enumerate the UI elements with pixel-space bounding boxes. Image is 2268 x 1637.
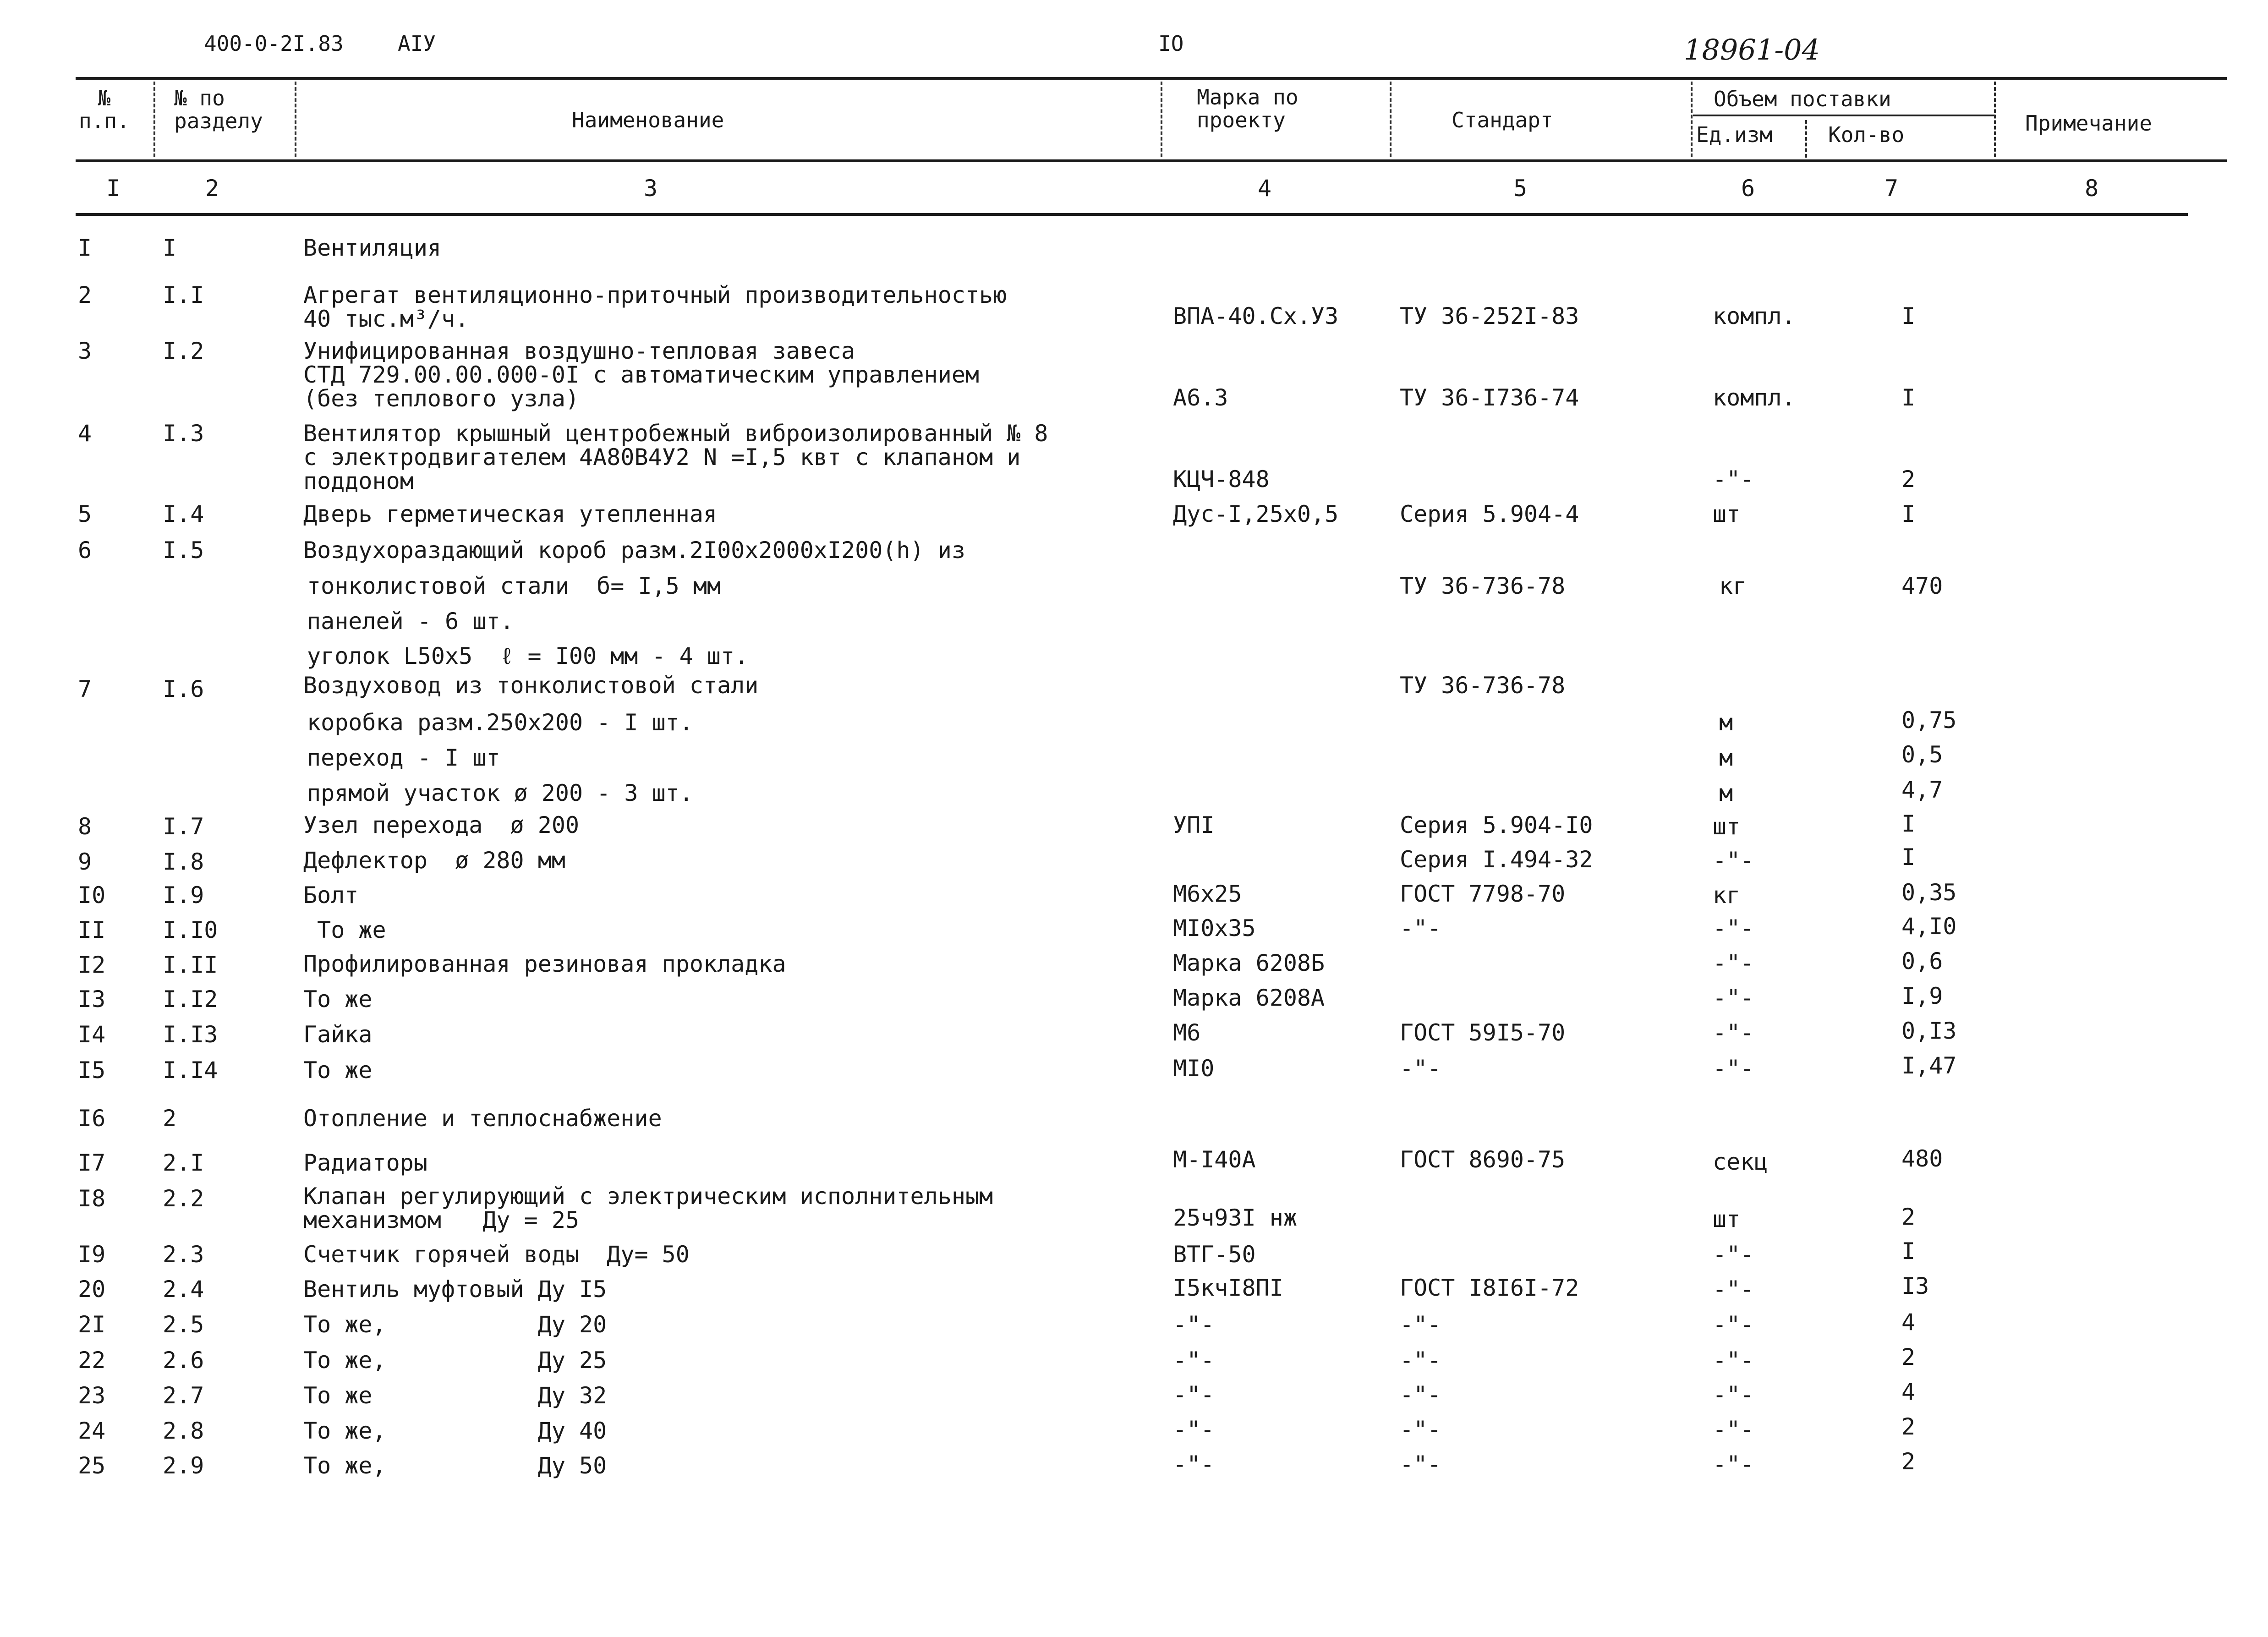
cell-standard: -"-: [1400, 1381, 1441, 1408]
cell-unit: -"-: [1713, 466, 1754, 493]
cell-index: I8: [78, 1185, 106, 1212]
cell-qty: I3: [1901, 1273, 1929, 1299]
cell-index: I2: [78, 952, 106, 978]
cell-section: I.3: [163, 420, 204, 447]
cell-unit: шт: [1713, 813, 1741, 840]
cell-section: 2.5: [163, 1311, 204, 1338]
cell-index: 3: [78, 338, 92, 364]
cell-index: 23: [78, 1382, 106, 1409]
cell-section: 2.I: [163, 1150, 204, 1176]
cell-unit: -"-: [1713, 985, 1754, 1011]
col-header-note: Примечание: [2025, 111, 2152, 136]
cell-standard: -"-: [1400, 1311, 1441, 1338]
cell-section: 2: [163, 1105, 177, 1132]
cell-name-continuation: тонколистовой стали б= I,5 мм: [307, 573, 721, 599]
section-code: АIУ: [398, 31, 436, 56]
cell-name: Унифицированная воздушно-тепловая завеса СТД 729.00.00.000-0I с автоматическим управлением (без теплового узла): [303, 338, 980, 412]
cell-standard: -"-: [1400, 1055, 1441, 1082]
col-separator-1: [153, 82, 155, 157]
cell-unit: шт: [1713, 1206, 1741, 1232]
cell-index: II: [78, 917, 106, 943]
cell-mark: Дус-I,25х0,5: [1173, 501, 1339, 527]
cell-name-continuation: панелей - 6 шт.: [307, 608, 514, 635]
cell-qty: I: [1901, 501, 1916, 527]
cell-index: I4: [78, 1021, 106, 1048]
cell-index: 2: [78, 282, 92, 308]
cell-mark: УПI: [1173, 812, 1215, 838]
cell-section: I.I2: [163, 986, 218, 1013]
cell-unit: кг: [1719, 573, 1747, 599]
cell-index: I6: [78, 1105, 106, 1132]
cell-section: I.6: [163, 676, 204, 702]
cell-qty: 2: [1901, 1448, 1916, 1475]
cell-name: Дефлектор ø 280 мм: [303, 847, 565, 874]
cell-unit: м: [1719, 780, 1733, 806]
cell-name: Воздухораздающий короб разм.2I00х2000хI200(h) из: [303, 537, 965, 564]
cell-qty: 2: [1901, 1204, 1916, 1230]
cell-section: I.9: [163, 882, 204, 909]
header-bottom-rule: [76, 159, 2227, 162]
cell-unit: -"-: [1713, 1451, 1754, 1478]
cell-standard: ТУ 36-736-78: [1400, 573, 1566, 599]
cell-name: Болт: [303, 882, 359, 909]
cell-index: I5: [78, 1057, 106, 1084]
cell-unit: -"-: [1713, 1347, 1754, 1374]
col-header-group: Объем поставки: [1714, 87, 1891, 111]
cell-qty: 0,35: [1901, 879, 1957, 906]
cell-unit: -"-: [1713, 1311, 1754, 1338]
col-header-standard: Стандарт: [1452, 108, 1553, 132]
col-separator-6: [1805, 120, 1807, 158]
cell-unit: компл.: [1713, 384, 1796, 411]
cell-section: I.I0: [163, 917, 218, 943]
document-code: 400-0-2I.83: [204, 31, 344, 56]
cell-index: 20: [78, 1276, 106, 1303]
cell-mark: I5кчI8ПI: [1173, 1275, 1283, 1301]
col-separator-5: [1691, 82, 1693, 157]
cell-standard: Серия 5.904-4: [1400, 501, 1579, 527]
cell-name: То же Ду 32: [303, 1382, 607, 1409]
table-top-rule: [76, 77, 2227, 80]
cell-mark: М6: [1173, 1019, 1201, 1046]
cell-mark: -"-: [1173, 1416, 1215, 1443]
page-number: IO: [1158, 31, 1184, 56]
cell-qty: 0,I3: [1901, 1018, 1957, 1044]
col-number-7: 7: [1885, 175, 1899, 202]
cell-name-continuation: коробка разм.250х200 - I шт.: [307, 709, 693, 736]
cell-section: I.7: [163, 813, 204, 840]
cell-name: То же, Ду 50: [303, 1452, 607, 1479]
col-number-1: I: [106, 175, 121, 202]
cell-name: То же: [303, 917, 386, 943]
col-header-mark: Марка по проекту: [1197, 85, 1298, 132]
col-header-qty: Кол-во: [1828, 122, 1905, 147]
group-header-rule: [1693, 115, 1995, 116]
cell-name: То же: [303, 1057, 373, 1084]
cell-qty: I: [1901, 810, 1916, 837]
cell-section: I.I3: [163, 1021, 218, 1048]
cell-index: 8: [78, 813, 92, 840]
cell-name: Профилированная резиновая прокладка: [303, 951, 786, 977]
cell-section: 2.8: [163, 1418, 204, 1444]
cell-unit: м: [1719, 745, 1733, 771]
cell-standard: ГОСТ 8690-75: [1400, 1146, 1566, 1173]
cell-name: То же, Ду 20: [303, 1311, 607, 1338]
cell-name: Воздуховод из тонколистовой стали: [303, 672, 759, 699]
cell-index: 22: [78, 1347, 106, 1374]
cell-index: 7: [78, 676, 92, 702]
cell-standard: ГОСТ 59I5-70: [1400, 1019, 1566, 1046]
cell-name: Отопление и теплоснабжение: [303, 1105, 662, 1132]
cell-index: 25: [78, 1452, 106, 1479]
cell-mark: МI0: [1173, 1055, 1215, 1082]
cell-mark: КЦЧ-848: [1173, 466, 1270, 493]
cell-mark: ВПА-40.Сх.УЗ: [1173, 303, 1339, 329]
cell-standard: ГОСТ 7798-70: [1400, 881, 1566, 907]
cell-mark: А6.3: [1173, 384, 1228, 411]
cell-standard: Серия I.494-32: [1400, 846, 1593, 873]
cell-section: 2.4: [163, 1276, 204, 1303]
cell-name: Клапан регулирующий с электрическим исполнительным механизмом Ду = 25: [303, 1183, 993, 1233]
cell-standard: -"-: [1400, 1416, 1441, 1443]
cell-unit: -"-: [1713, 1019, 1754, 1046]
cell-index: 24: [78, 1418, 106, 1444]
col-separator-3: [1161, 82, 1162, 157]
col-header-name: Наименование: [572, 108, 724, 132]
col-number-6: 6: [1741, 175, 1755, 202]
cell-unit: м: [1719, 709, 1733, 736]
cell-index: 5: [78, 501, 92, 527]
cell-qty: 0,75: [1901, 707, 1957, 734]
cell-unit: секц: [1713, 1149, 1768, 1175]
cell-mark: ВТГ-50: [1173, 1241, 1256, 1268]
cell-unit: -"-: [1713, 1241, 1754, 1268]
cell-index: I: [78, 235, 92, 261]
cell-index: 2I: [78, 1311, 106, 1338]
cell-standard: ТУ 36-252I-83: [1400, 303, 1579, 329]
cell-name: Радиаторы: [303, 1150, 427, 1176]
cell-mark: М-I40А: [1173, 1146, 1256, 1173]
cell-standard: -"-: [1400, 915, 1441, 942]
cell-mark: -"-: [1173, 1451, 1215, 1478]
cell-name: То же, Ду 40: [303, 1418, 607, 1444]
cell-standard: -"-: [1400, 1347, 1441, 1374]
cell-qty: 0,6: [1901, 948, 1943, 975]
cell-unit: компл.: [1713, 303, 1796, 329]
cell-standard: ТУ 36-736-78: [1400, 672, 1566, 699]
col-separator-4: [1390, 82, 1391, 157]
col-header-section: № по разделу: [174, 86, 263, 133]
cell-name: Узел перехода ø 200: [303, 812, 580, 838]
cell-section: I.I: [163, 282, 204, 308]
cell-mark: Марка 6208Б: [1173, 950, 1325, 976]
cell-index: 4: [78, 420, 92, 447]
cell-qty: I: [1901, 1238, 1916, 1265]
cell-qty: 2: [1901, 1413, 1916, 1440]
col-number-2: 2: [205, 175, 219, 202]
cell-name-continuation: прямой участок ø 200 - 3 шт.: [307, 780, 693, 806]
cell-qty: 2: [1901, 1344, 1916, 1370]
cell-name: Вентиляция: [303, 235, 442, 261]
cell-mark: МI0х35: [1173, 915, 1256, 942]
cell-section: 2.3: [163, 1241, 204, 1268]
cell-name: То же, Ду 25: [303, 1347, 607, 1374]
cell-name: Дверь герметическая утепленная: [303, 501, 718, 527]
cell-name: Вентиль муфтовый Ду I5: [303, 1276, 607, 1303]
cell-mark: -"-: [1173, 1347, 1215, 1374]
cell-standard: -"-: [1400, 1451, 1441, 1478]
cell-unit: -"-: [1713, 1416, 1754, 1443]
cell-section: 2.2: [163, 1185, 204, 1212]
cell-qty: 4: [1901, 1309, 1916, 1336]
cell-qty: I: [1901, 384, 1916, 411]
cell-index: I0: [78, 882, 106, 909]
cell-index: I7: [78, 1150, 106, 1176]
cell-qty: 0,5: [1901, 741, 1943, 768]
cell-unit: кг: [1713, 882, 1741, 909]
cell-section: I.4: [163, 501, 204, 527]
cell-qty: 4,I0: [1901, 913, 1957, 940]
cell-mark: -"-: [1173, 1311, 1215, 1338]
cell-index: I3: [78, 986, 106, 1013]
cell-section: 2.7: [163, 1382, 204, 1409]
cell-qty: 2: [1901, 466, 1916, 493]
cell-section: I: [163, 235, 177, 261]
cell-standard: ГОСТ I8I6I-72: [1400, 1275, 1579, 1301]
cell-section: 2.9: [163, 1452, 204, 1479]
cell-standard: ТУ 36-I736-74: [1400, 384, 1579, 411]
cell-unit: -"-: [1713, 1055, 1754, 1082]
cell-qty: 4,7: [1901, 777, 1943, 803]
cell-index: I9: [78, 1241, 106, 1268]
cell-index: 9: [78, 849, 92, 875]
cell-section: I.8: [163, 849, 204, 875]
col-separator-7: [1994, 82, 1996, 157]
cell-qty: 480: [1901, 1145, 1943, 1172]
cell-name: Агрегат вентиляционно-приточный производительностью 40 тыс.м³/ч.: [303, 282, 1007, 332]
col-number-3: 3: [644, 175, 658, 202]
cell-section: I.II: [163, 952, 218, 978]
cell-section: 2.6: [163, 1347, 204, 1374]
cell-qty: I,9: [1901, 983, 1943, 1009]
cell-name: Счетчик горячей воды Ду= 50: [303, 1241, 690, 1268]
cell-section: I.2: [163, 338, 204, 364]
cell-index: 6: [78, 537, 92, 564]
cell-section: I.5: [163, 537, 204, 564]
col-separator-2: [295, 82, 296, 157]
cell-qty: I,47: [1901, 1052, 1957, 1079]
cell-qty: I: [1901, 844, 1916, 871]
cell-qty: 470: [1901, 573, 1943, 599]
cell-unit: -"-: [1713, 915, 1754, 942]
cell-mark: Марка 6208А: [1173, 985, 1325, 1011]
col-number-8: 8: [2085, 175, 2099, 202]
col-number-4: 4: [1258, 175, 1272, 202]
cell-qty: I: [1901, 303, 1916, 329]
handwritten-number: 18961-04: [1684, 33, 1820, 66]
cell-mark: -"-: [1173, 1381, 1215, 1408]
cell-standard: Серия 5.904-I0: [1400, 812, 1593, 838]
cell-unit: -"-: [1713, 847, 1754, 874]
col-header-index: № п.п.: [79, 86, 130, 133]
cell-unit: шт: [1713, 501, 1741, 527]
col-number-5: 5: [1513, 175, 1528, 202]
cell-name: Вентилятор крышный центробежный виброизолированный № 8 с электродвигателем 4А80В4У2 N =I,5 квт с клапаном и поддоном: [303, 420, 1048, 494]
cell-unit: -"-: [1713, 1381, 1754, 1408]
colnum-bottom-rule: [76, 213, 2188, 216]
cell-qty: 4: [1901, 1379, 1916, 1405]
cell-name-continuation: переход - I шт: [307, 745, 500, 771]
cell-section: I.I4: [163, 1057, 218, 1084]
cell-unit: -"-: [1713, 950, 1754, 976]
cell-name: То же: [303, 986, 373, 1013]
cell-mark: 25ч93I нж: [1173, 1204, 1297, 1231]
cell-mark: М6х25: [1173, 881, 1242, 907]
cell-name-continuation: уголок L50х5 ℓ = I00 мм - 4 шт.: [307, 643, 749, 669]
cell-name: Гайка: [303, 1021, 373, 1048]
col-header-unit: Ед.изм: [1696, 122, 1773, 147]
cell-unit: -"-: [1713, 1276, 1754, 1303]
